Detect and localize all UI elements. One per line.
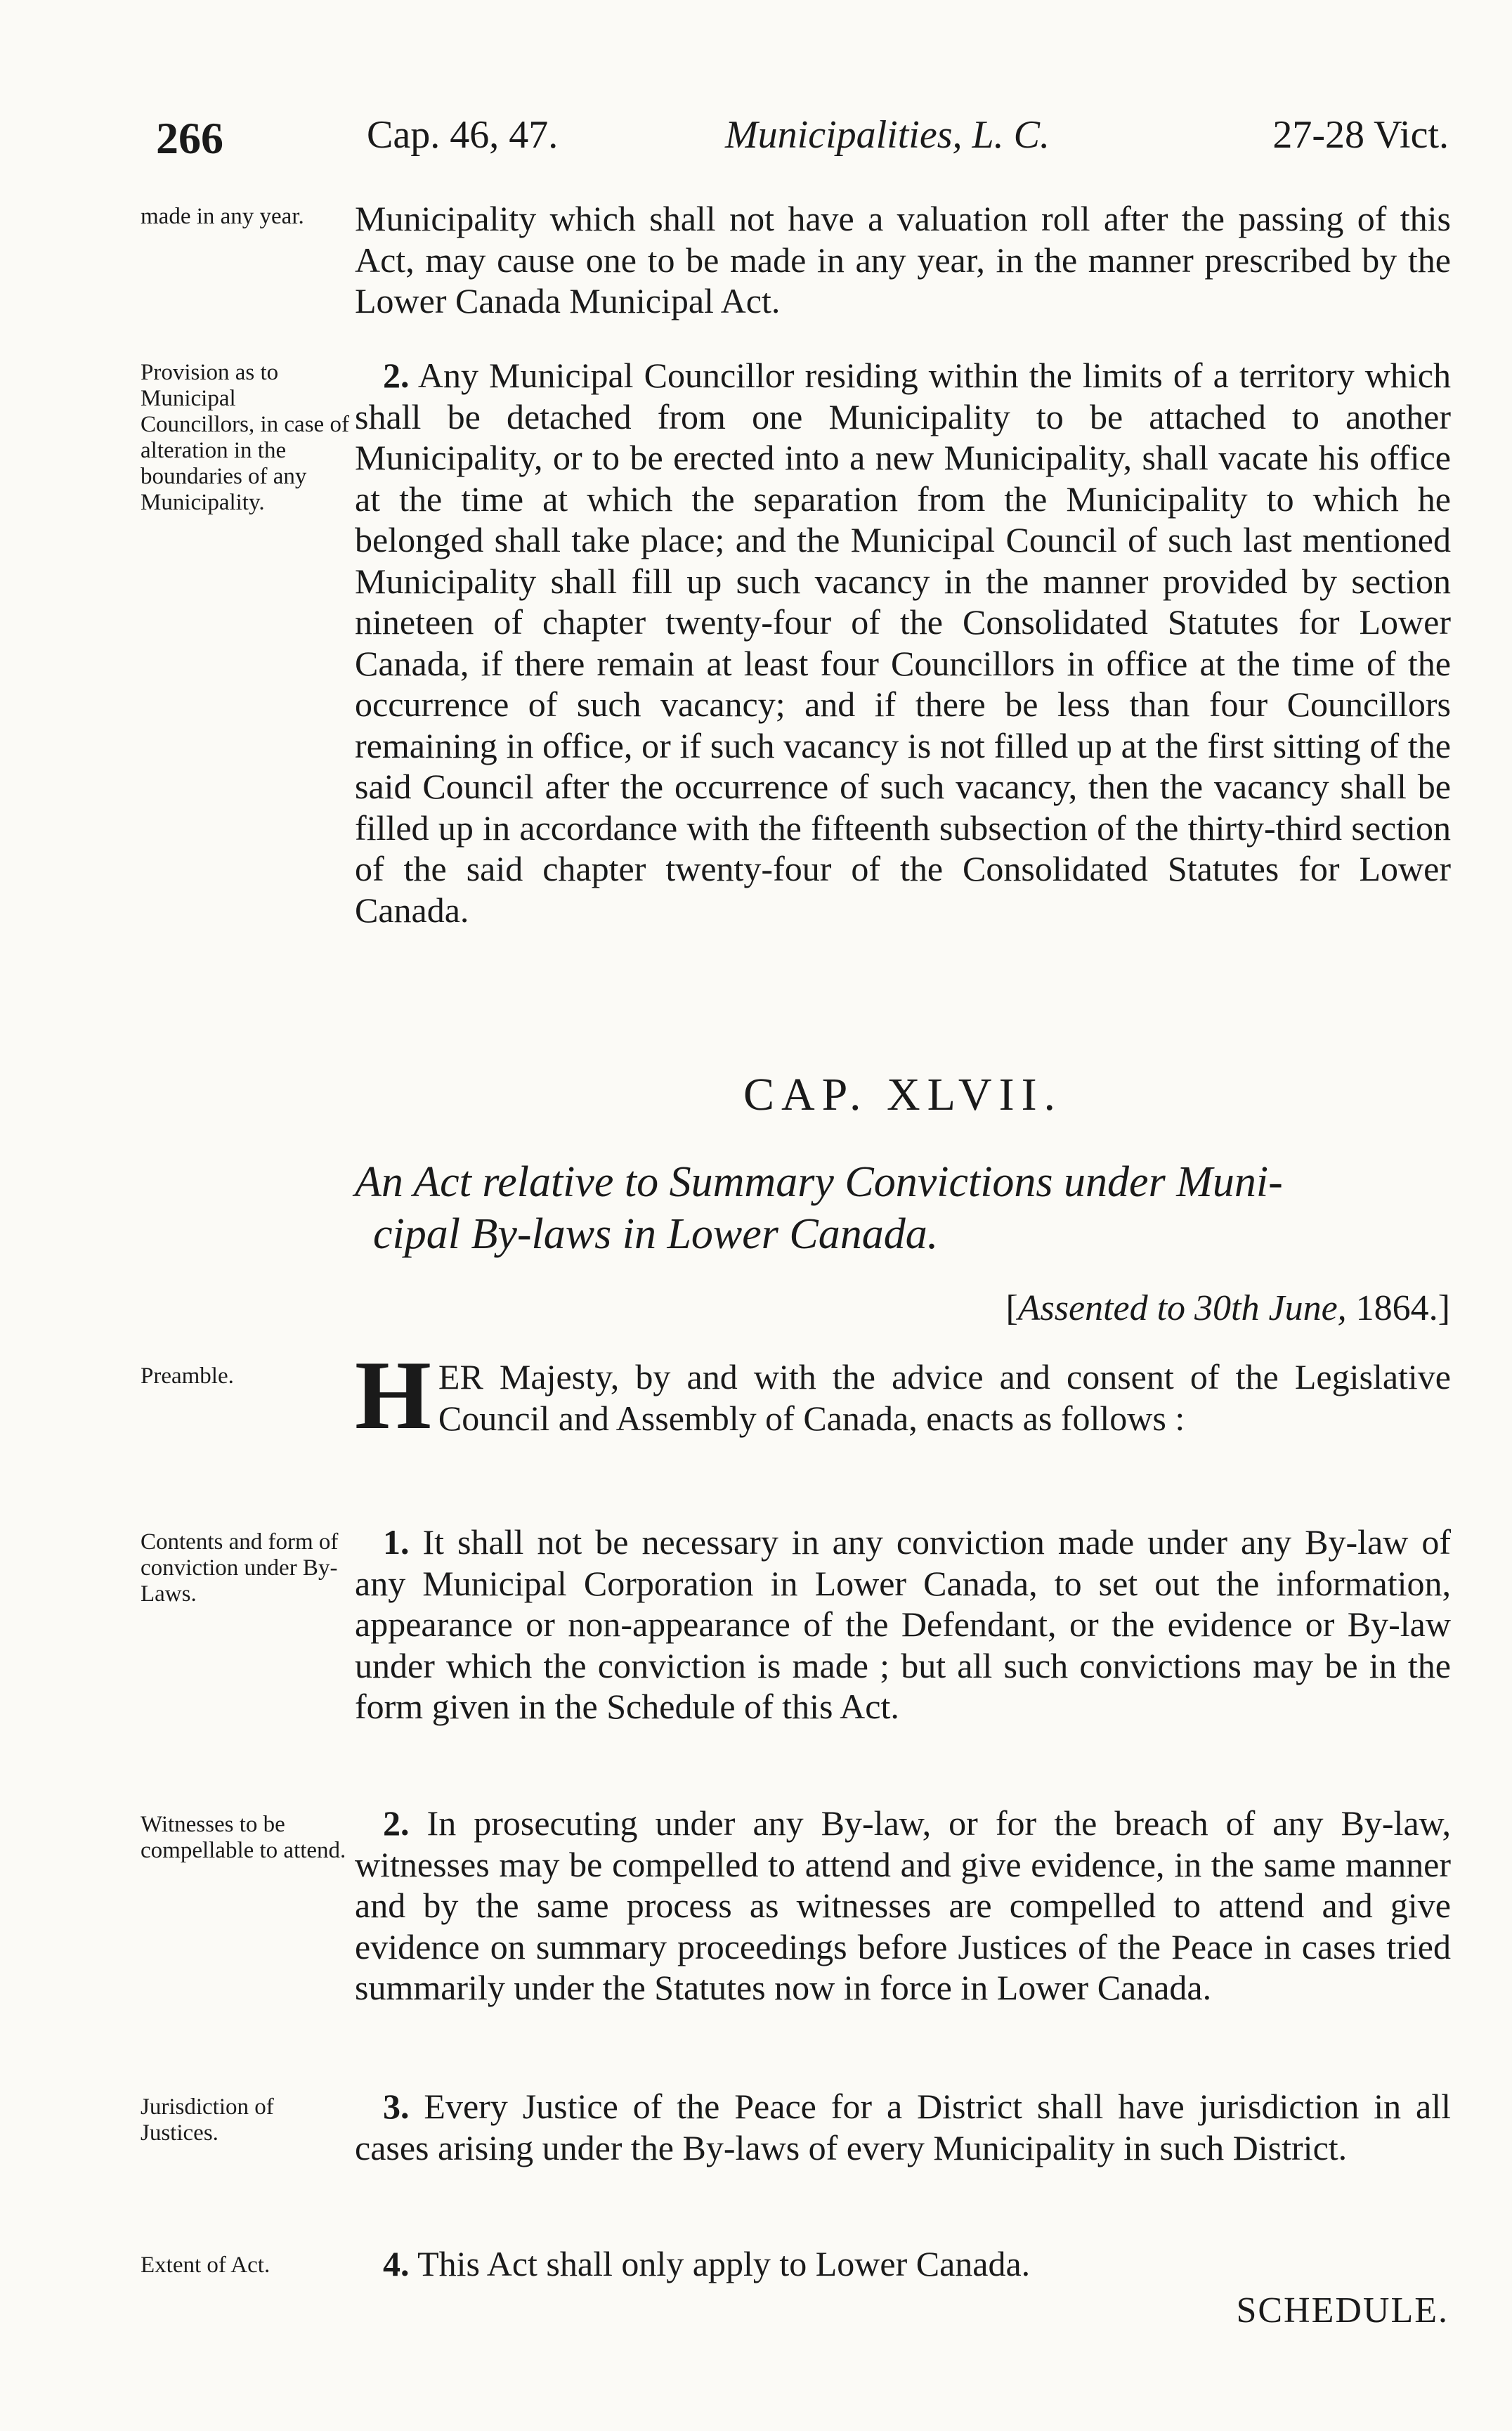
section-1-text: It shall not be necessary in any conviction made under any By-law of any Municipal Corporation in Lower Canada, to set out the information, appearance or non-appearance of the Defendant, or the evidence or By-law under which the conviction is made ; but all such convictions may be in the form given in the Schedule of this Act. bbox=[355, 1522, 1451, 1726]
section-2-text: In prosecuting under any By-law, or for the breach of any By-law, witnesses may be compelled to attend and give evidence, in the same manner and by the same process as witnesses are compelled to attend and give evidence on summary proceedings before Justices of the Peace in cases tried summarily under the Statutes now in force in Lower Canada. bbox=[355, 1803, 1451, 2007]
section-continuation-text: Municipality which shall not have a valuation roll after the passing of this Act, may cause one to be made in any year, in the manner prescribed by the Lower Canada Municipal Act. bbox=[355, 199, 1451, 320]
page-number: 266 bbox=[156, 113, 223, 163]
assent-year: 1864.] bbox=[1355, 1288, 1450, 1328]
margin-note-section-3: Jurisdiction of Justices. bbox=[141, 2094, 274, 2146]
margin-note-preamble: Preamble. bbox=[141, 1363, 234, 1389]
chapter-heading: CAP. XLVII. bbox=[743, 1069, 1063, 1120]
assent-bracket: [ bbox=[1005, 1288, 1018, 1328]
section-2 bbox=[355, 1803, 1451, 2009]
act-title-line-1: An Act relative to Summary Convictions under Muni- bbox=[355, 1158, 1283, 1206]
section-3 bbox=[355, 2086, 1451, 2168]
section-4-text: This Act shall only apply to Lower Canada. bbox=[417, 2244, 1031, 2283]
section-text: Any Municipal Councillor residing within the limits of a territory which shall be detached from one Municipality to be attached to another Municipality, or to be erected into a new Municipality, shall vacate his office at the time at which the separation from the Municipality to which he belonged shall take place; and the Municipal Council of such last mentioned Municipality shall fill up such vacancy in the manner provided by section nineteen of chapter twenty-four of the Consolidated Statutes for Lower Canada, if there remain at least four Councillors in office at the time of the occurrence of such vacancy; and if there be less than four Councillors remaining in office, or if such vacancy is not filled up at the first sitting of the said Council after the occurrence of such vacancy, then the vacancy shall be filled up in accordance with the fifteenth subsection of the thirty-third section of the said chapter twenty-four of the Consolidated Statutes for Lower Canada. bbox=[355, 356, 1451, 930]
assent-text: Assented to 30th June, bbox=[1017, 1288, 1347, 1328]
section-3-number: 3. bbox=[383, 2087, 410, 2126]
act-title bbox=[355, 1156, 1451, 1260]
act-title-line-2: cipal By-laws in Lower Canada. bbox=[373, 1210, 939, 1258]
assent-date bbox=[1005, 1288, 1450, 1329]
running-header bbox=[156, 112, 1449, 169]
section-2-number: 2. bbox=[383, 1803, 410, 1843]
section-1 bbox=[355, 1522, 1451, 1727]
margin-note-section-4: Extent of Act. bbox=[141, 2252, 271, 2278]
header-reign: 27-28 Vict. bbox=[1272, 113, 1449, 157]
header-title: Municipalities, L. C. bbox=[725, 113, 1050, 157]
section-number: 2. bbox=[383, 356, 410, 395]
margin-note-section-1: Contents and form of conviction under By-Laws. bbox=[141, 1529, 339, 1607]
margin-note-valuation: made in any year. bbox=[141, 204, 304, 229]
header-chapter: Cap. 46, 47. bbox=[367, 113, 559, 157]
drop-cap: H bbox=[355, 1341, 431, 1450]
preamble bbox=[355, 1341, 1451, 1450]
section-councillors bbox=[355, 355, 1451, 931]
preamble-text: ER Majesty, by and with the advice and consent of the Legislative Council and Assembly of Canada, enacts as follows : bbox=[438, 1357, 1451, 1438]
margin-note-section-2: Witnesses to be compellable to attend. bbox=[141, 1812, 346, 1863]
schedule-heading: SCHEDULE. bbox=[1236, 2290, 1449, 2330]
section-3-text: Every Justice of the Peace for a District shall have jurisdiction in all cases arising under the By-laws of every Municipality in such District. bbox=[355, 2087, 1452, 2167]
section-4 bbox=[355, 2243, 1451, 2285]
section-1-number: 1. bbox=[383, 1522, 410, 1562]
section-continuation bbox=[355, 198, 1451, 322]
margin-note-councillors: Provision as to Municipal Councillors, in case of alteration in the boundaries of any Municipality. bbox=[141, 360, 349, 515]
section-4-number: 4. bbox=[383, 2244, 410, 2283]
